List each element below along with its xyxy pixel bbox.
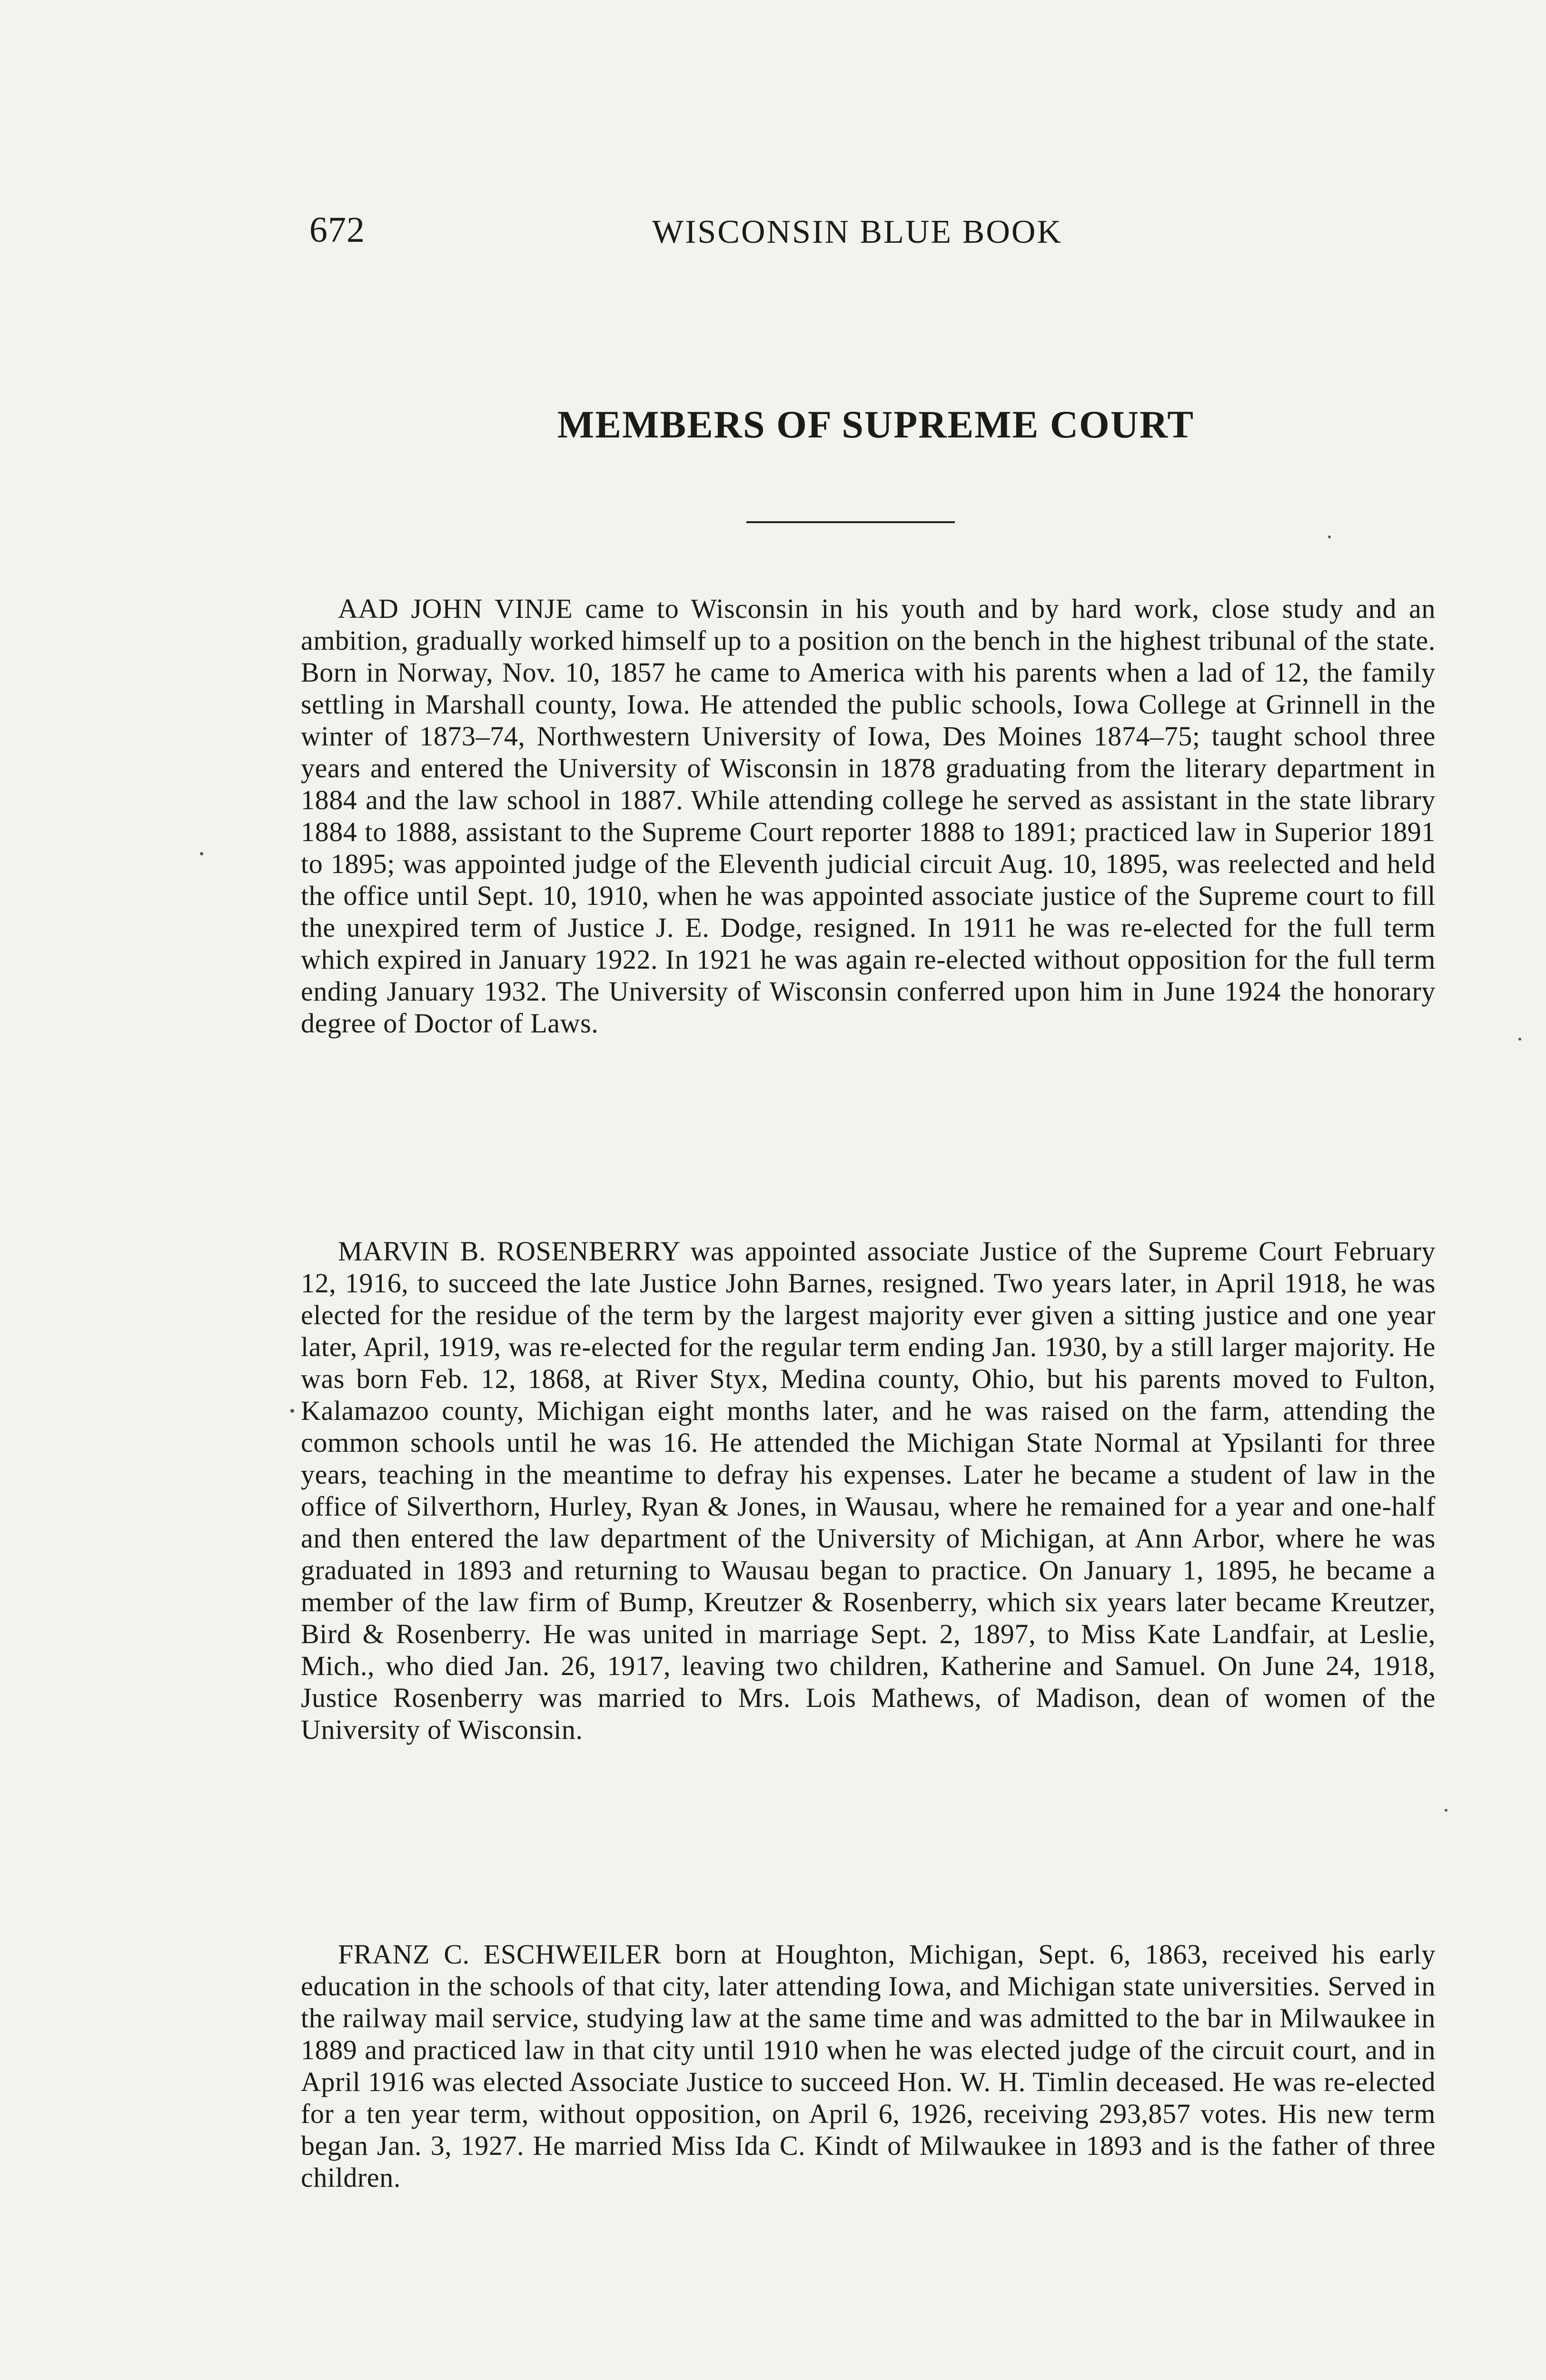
scan-speck [1518,1038,1521,1041]
biography-eschweiler: FRANZ C. ESCHWEILER born at Houghton, Michigan, Sept. 6, 1863, received his early education in the schools of that city, later attending Iowa, and Michigan state universities. Served in the railway mail service, studying law at the same time and was admitted to the bar in Milwaukee in 1889 and practiced law in that city until 1910 when he was elected judge of the circuit court, and in April 1916 was elected Associate Justice to succeed Hon. W. H. Timlin deceased. He was re-elected for a ten year term, without opposition, on April 6, 1926, receiving 293,857 votes. His new term began Jan. 3, 1927. He married Miss Ida C. Kindt of Milwaukee in 1893 and is the father of three children. [301,1939,1436,2193]
biography-rosenberry: MARVIN B. ROSENBERRY was appointed associate Justice of the Supreme Court February 12, 1916, to succeed the late Justice John Barnes, resigned. Two years later, in April 1918, he was elected for the residue of the term by the largest majority ever given a sitting justice and one year later, April, 1919, was re-elected for the regular term ending Jan. 1930, by a still larger majority. He was born Feb. 12, 1868, at River Styx, Medina county, Ohio, but his parents moved to Fulton, Kalamazoo county, Michigan eight months later, and he was raised on the farm, attending the common schools until he was 16. He attended the Michigan State Normal at Ypsilanti for three years, teaching in the meantime to defray his expenses. Later he became a student of law in the office of Silverthorn, Hurley, Ryan & Jones, in Wausau, where he remained for a year and one-half and then entered the law department of the University of Michigan, at Ann Arbor, where he was graduated in 1893 and returning to Wausau began to practice. On January 1, 1895, he became a member of the law firm of Bump, Kreutzer & Rosenberry, which six years later became Kreutzer, Bird & Rosenberry. He was united in marriage Sept. 2, 1897, to Miss Kate Landfair, at Leslie, Mich., who died Jan. 26, 1917, leaving two children, Katherine and Samuel. On June 24, 1918, Justice Rosenberry was married to Mrs. Lois Mathews, of Madison, dean of women of the University of Wisconsin. [301,1236,1436,1745]
biography-vinje: AAD JOHN VINJE came to Wisconsin in his youth and by hard work, close study and an ambition, gradually worked himself up to a position on the bench in the highest tribunal of the state. Born in Norway, Nov. 10, 1857 he came to America with his parents when a lad of 12, the family settling in Marshall county, Iowa. He attended the public schools, Iowa College at Grinnell in the winter of 1873–74, Northwestern University of Iowa, Des Moines 1874–75; taught school three years and entered the University of Wisconsin in 1878 graduating from the literary department in 1884 and the law school in 1887. While attending college he served as assistant in the state library 1884 to 1888, assistant to the Supreme Court reporter 1888 to 1891; practiced law in Superior 1891 to 1895; was appointed judge of the Eleventh judicial circuit Aug. 10, 1895, was reelected and held the office until Sept. 10, 1910, when he was appointed associate justice of the Supreme court to fill the unexpired term of Justice J. E. Dodge, resigned. In 1911 he was re-elected for the full term which expired in January 1922. In 1921 he was again re-elected without opposition for the full term ending January 1932. The University of Wisconsin conferred upon him in June 1924 the honorary degree of Doctor of Laws. [301,593,1436,1039]
page-number: 672 [309,210,365,250]
scan-speck [290,1409,294,1413]
scan-speck [1328,536,1331,538]
scan-speck [200,852,203,855]
title-rule [746,521,955,523]
page-header [309,209,1428,262]
running-head: WISCONSIN BLUE BOOK [652,214,1062,250]
section-title: MEMBERS OF SUPREME COURT [557,403,1195,446]
scan-speck [1445,1809,1447,1812]
